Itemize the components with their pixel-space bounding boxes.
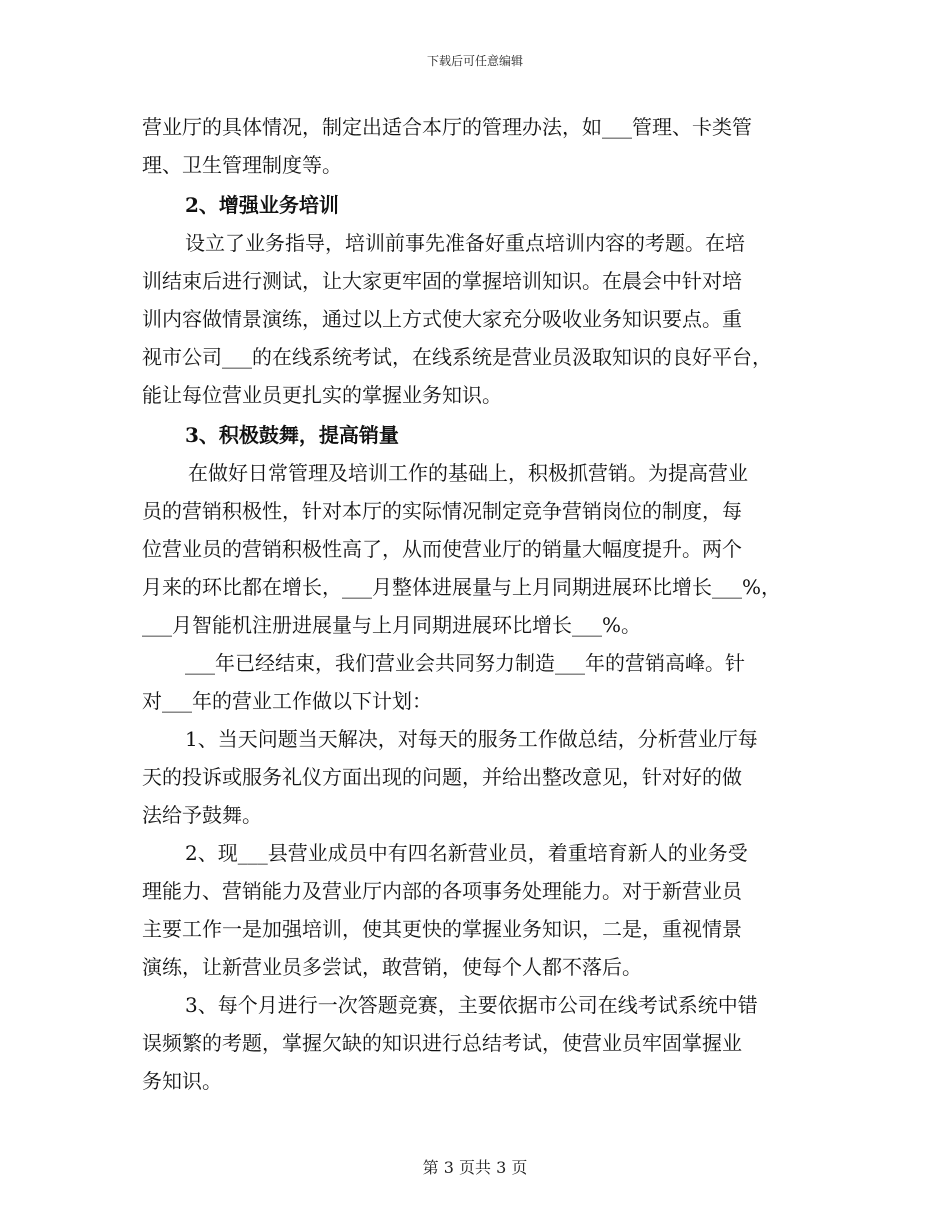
text-line: 1、当天问题当天解决，对每天的服务工作做总结，分析营业厅每 <box>185 727 758 751</box>
text-line: 能让每位营业员更扎实的掌握业务知识。 <box>142 383 502 407</box>
paragraph-6 <box>142 834 812 986</box>
text-line: 理能力、营销能力及营业厅内部的各项事务处理能力。对于新营业员 <box>142 879 742 903</box>
paragraph-5 <box>142 720 812 834</box>
text-line: 训结束后进行测试，让大家更牢固的掌握培训知识。在晨会中针对培 <box>142 269 742 293</box>
section-heading-2: 2、增强业务培训 <box>185 193 339 217</box>
text-line: 主要工作一是加强培训，使其更快的掌握业务知识，二是，重视情景 <box>142 917 742 941</box>
page-footer: 第 3 页共 3 页 <box>422 1158 528 1177</box>
paragraph-1 <box>142 108 812 184</box>
text-line: 视市公司___的在线系统考试，在线系统是营业员汲取知识的良好平台， <box>142 345 772 369</box>
document-body <box>142 108 812 1100</box>
text-line: 误频繁的考题，掌握欠缺的知识进行总结考试，使营业员牢固掌握业 <box>142 1031 742 1055</box>
text-line: ___月智能机注册进展量与上月同期进展环比增长___%。 <box>142 613 642 637</box>
paragraph-2 <box>142 224 812 414</box>
text-line: 2、现___县营业成员中有四名新营业员，着重培育新人的业务受 <box>185 841 748 865</box>
text-line: 3、每个月进行一次答题竞赛，主要依据市公司在线考试系统中错 <box>185 993 758 1017</box>
text-line: ___年已经结束，我们营业会共同努力制造___年的营销高峰。针 <box>185 651 745 675</box>
paragraph-7 <box>142 986 812 1100</box>
paragraph-3 <box>142 454 812 644</box>
text-line: 务知识。 <box>142 1069 222 1093</box>
text-line: 员的营销积极性，针对本厅的实际情况制定竞争营销岗位的制度，每 <box>142 499 742 523</box>
page-header: 下载后可任意编辑 <box>426 54 523 68</box>
paragraph-4 <box>142 644 812 720</box>
text-line: 设立了业务指导，培训前事先准备好重点培训内容的考题。在培 <box>185 231 745 255</box>
text-line: 在做好日常管理及培训工作的基础上，积极抓营销。为提高营业 <box>188 461 748 485</box>
text-line: 理、卫生管理制度等。 <box>142 153 342 177</box>
text-line: 训内容做情景演练，通过以上方式使大家充分吸收业务知识要点。重 <box>142 307 742 331</box>
text-line: 天的投诉或服务礼仪方面出现的问题，并给出整改意见，针对好的做 <box>142 765 742 789</box>
text-line: 演练，让新营业员多尝试，敢营销，使每个人都不落后。 <box>142 955 642 979</box>
text-line: 位营业员的营销积极性高了，从而使营业厅的销量大幅度提升。两个 <box>142 537 742 561</box>
text-line: 对___年的营业工作做以下计划： <box>142 689 432 713</box>
text-line: 月来的环比都在增长，___月整体进展量与上月同期进展环比增长___%， <box>142 575 782 599</box>
text-line: 法给予鼓舞。 <box>142 803 262 827</box>
text-line: 营业厅的具体情况，制定出适合本厅的管理办法，如___管理、卡类管 <box>142 115 752 139</box>
section-heading-3: 3、积极鼓舞，提高销量 <box>185 423 399 447</box>
